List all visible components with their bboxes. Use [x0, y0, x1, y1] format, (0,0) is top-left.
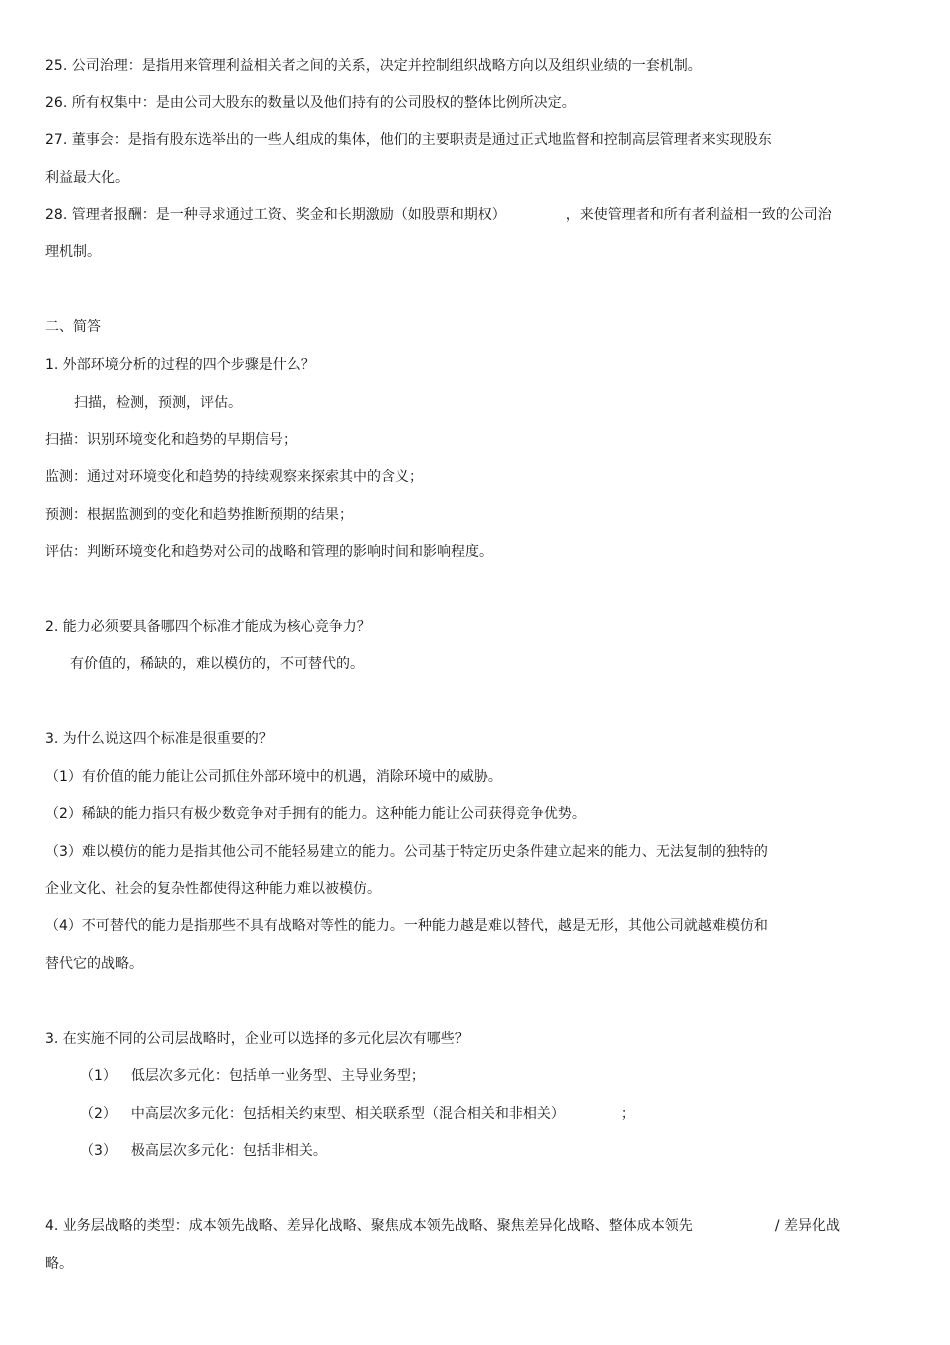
- q2-answer: 有价值的，稀缺的，难以模仿的，不可替代的。: [70, 656, 364, 672]
- def-28-line1: [45, 205, 832, 225]
- q3b-item-3: [80, 1141, 327, 1161]
- def-27-line1: 27. 董事会：是指有股东选举出的一些人组成的集体，他们的主要职责是通过正式地监督和控制高层管理者来实现股东: [45, 132, 772, 148]
- q4-line1-part1: 4. 业务层战略的类型：成本领先战略、差异化战略、聚焦成本领先战略、聚焦差异化战略、整体成本领先: [45, 1218, 693, 1234]
- q3b-item-2: [80, 1104, 635, 1124]
- q1-summary: 扫描，检测，预测，评估。: [74, 395, 242, 411]
- q4-line2: 略。: [45, 1256, 73, 1272]
- q4-line1-part2: / 差异化战: [774, 1218, 840, 1234]
- q3b-item-1-number: （1）: [80, 1068, 117, 1084]
- def-28-part1: 28. 管理者报酬：是一种寻求通过工资、奖金和长期激励（如股票和期权）: [45, 207, 506, 223]
- q3-point-4-line2: 替代它的战略。: [45, 956, 143, 972]
- q2-question: 2. 能力必须要具备哪四个标准才能成为核心竞争力？: [45, 619, 371, 635]
- q3-point-4-line1: （4）不可替代的能力是指那些不具有战略对等性的能力。一种能力越是难以替代，越是无形，其他公司就越难模仿和: [45, 918, 768, 934]
- q1-scan: 扫描：识别环境变化和趋势的早期信号；: [45, 432, 297, 448]
- q3b-item-1-text: 低层次多元化：包括单一业务型、主导业务型；: [130, 1068, 425, 1084]
- q3b-item-2-number: （2）: [80, 1106, 117, 1122]
- q3b-item-2-tail: ；: [620, 1106, 635, 1122]
- q3b-item-1: [80, 1066, 425, 1086]
- def-26: 26. 所有权集中：是由公司大股东的数量以及他们持有的公司股权的整体比例所决定。: [45, 95, 576, 111]
- def-25: 25. 公司治理：是指用来管理利益相关者之间的关系，决定并控制组织战略方向以及组织业绩的一套机制。: [45, 58, 702, 74]
- q1-monitor: 监测：通过对环境变化和趋势的持续观察来探索其中的含义；: [45, 469, 423, 485]
- q3-point-2: （2）稀缺的能力指只有极少数竞争对手拥有的能力。这种能力能让公司获得竞争优势。: [45, 806, 586, 822]
- q1-question: 1. 外部环境分析的过程的四个步骤是什么？: [45, 357, 315, 373]
- q3-point-1: （1）有价值的能力能让公司抓住外部环境中的机遇，消除环境中的威胁。: [45, 769, 502, 785]
- q3-point-3-line1: （3）难以模仿的能力是指其他公司不能轻易建立的能力。公司基于特定历史条件建立起来的能力、无法复制的独特的: [45, 844, 768, 860]
- q3b-question: 3. 在实施不同的公司层战略时，企业可以选择的多元化层次有哪些？: [45, 1031, 469, 1047]
- q4-line1: [45, 1216, 840, 1236]
- q3b-item-2-text: 中高层次多元化：包括相关约束型、相关联系型（混合相关和非相关）: [130, 1106, 565, 1122]
- q1-assess: 评估：判断环境变化和趋势对公司的战略和管理的影响时间和影响程度。: [45, 544, 493, 560]
- q3-question: 3. 为什么说这四个标准是很重要的？: [45, 731, 273, 747]
- def-28-line2: 理机制。: [45, 244, 101, 260]
- def-28-part2: ，来使管理者和所有者利益相一致的公司治: [565, 207, 832, 223]
- def-27-line2: 利益最大化。: [45, 170, 129, 186]
- q3b-item-3-text: 极高层次多元化：包括非相关。: [130, 1143, 327, 1159]
- section-title: 二、简答: [45, 319, 101, 335]
- q3-point-3-line2: 企业文化、社会的复杂性都使得这种能力难以被模仿。: [45, 881, 381, 897]
- q3b-item-3-number: （3）: [80, 1143, 117, 1159]
- q1-forecast: 预测：根据监测到的变化和趋势推断预期的结果；: [45, 507, 353, 523]
